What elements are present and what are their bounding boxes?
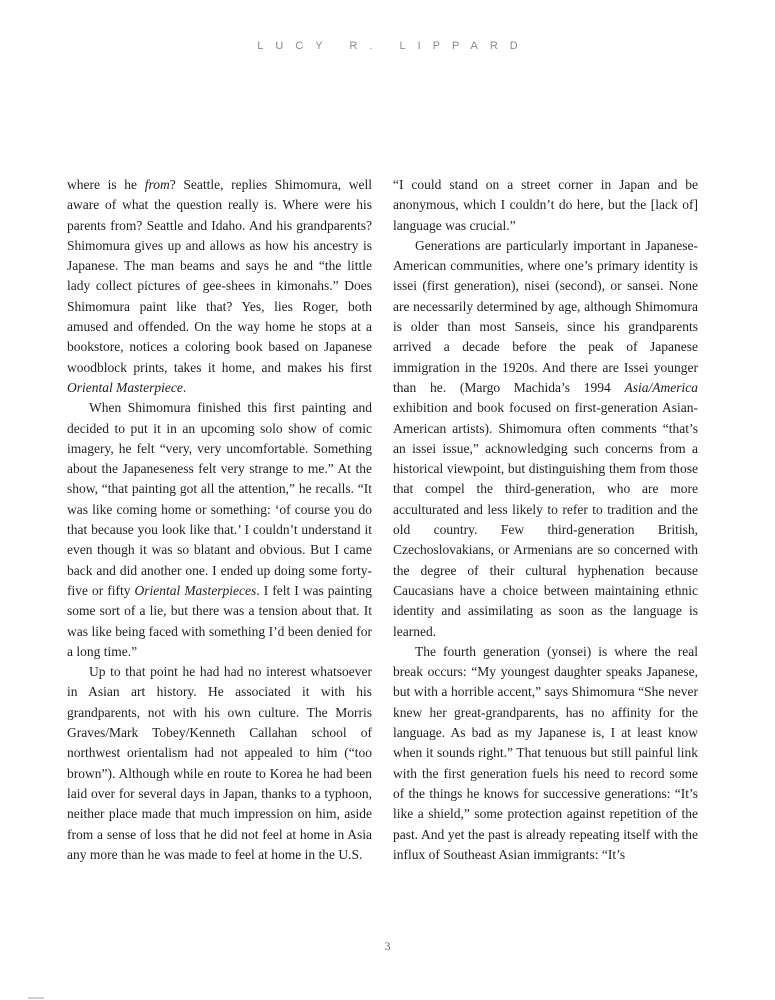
page-number: 3 [384, 939, 391, 953]
scan-mark [28, 997, 44, 999]
text-run: . I felt I was painting some sort of a lie, but there was a tension about that. It was like being faced with something I’d been denied for a long time.” [67, 582, 372, 659]
paragraph [67, 398, 372, 662]
paragraph: “I could stand on a street corner in Japan and be anonymous, which I couldn’t do here, but the [lack of] language was crucial.” [393, 177, 698, 233]
text-run-italic: from [144, 177, 170, 192]
text-run: When Shimomura finished this first painting and decided to put it in an upcoming solo show of comic imagery, he felt “very, very uncomfortable. Something about the Japaneseness felt very strange to me.” At the show, “that painting got all the attention,” he recalls. “It was like coming home or something: ‘of course you do that because you look like that.’ I couldn’t understand it even though it was so blatant and obvious. But I came back and did another one. I ended up doing some forty-five or fifty [67, 400, 372, 598]
text-run: . [182, 379, 187, 395]
left-column [67, 175, 372, 865]
text-run: ? Seattle, replies Shimomura, well aware of what the question really is. Where were his parents from? Seattle and Idaho. And his grandparents? Shimomura gives up and allows as how his ancestry is Japanese. The man beams and says he and “the little lady collect pictures of gee-shees in kimonahs.” Does Shimomura paint like that? Yes, lies Roger, both amused and offended. On the way home he stops at a bookstore, notices a coloring book based on Japanese woodblock prints, takes it home, and makes his first [67, 177, 373, 375]
text-run-italic: Oriental Masterpieces [134, 582, 257, 598]
paragraph: Up to that point he had had no interest whatsoever in Asian art history. He associated it with his grandparents, not with his own culture. The Morris Graves/Mark Tobey/Kenneth Callahan school of northwest orientalism had not appealed to him (“too brown”). Although while en route to Korea he had been laid over for several days in Japan, thanks to a typhoon, neither place made that much impression on him, aside from a sense of loss that he did not feel at home in Asia any more than he was made to feel at home in the U.S. [67, 664, 372, 862]
text-run-italic: Asia/America [624, 379, 698, 395]
text-run: where is he [67, 177, 145, 192]
text-run: exhibition and book focused on first-generation Asian-American artists). Shimomura often comments “that’s an issei issue,” acknowledging such concerns from a historical viewpoint, but distinguishing them from those that compel the third-generation, who are more acculturated and less likely to refer to tradition and the old country. Few third-generation British, Czechoslovakians, or Armenians are so concerned with the degree of their cultural hyphenation because Caucasians have a choice between maintaining ethnic identity and assimilating as soon as the language is learned. [393, 400, 698, 639]
text-run: Generations are particularly important in Japanese-American communities, where one’s primary identity is issei (first generation), nisei (second), or sansei. None are necessarily determined by age, although Shimomura is older than most Sanseis, since his grandparents arrived a decade before the peak of Japanese immigration in the 1920s. And there are Issei younger than he. (Margo Machida’s 1994 [393, 237, 698, 395]
text-run-italic: Oriental Masterpiece [67, 379, 183, 395]
running-head: LUCY R. LIPPARD [257, 40, 530, 52]
paragraph [393, 236, 698, 642]
paragraph [67, 175, 372, 398]
right-column [393, 175, 698, 865]
paragraph: The fourth generation (yonsei) is where the real break occurs: “My youngest daughter speaks Japanese, but with a horrible accent,” says Shimomura “She never knew her great-grandparents, has no affinity for the language. As bad as my Japanese is, I at least know when it sounds right.” That tenuous but still painful link with the first generation fuels his need to record some of the things he knows for successive generations: “It’s like a shield,” some protection against repetition of the past. And yet the past is already repeating itself with the influx of Southeast Asian immigrants: “It’s [393, 643, 698, 862]
